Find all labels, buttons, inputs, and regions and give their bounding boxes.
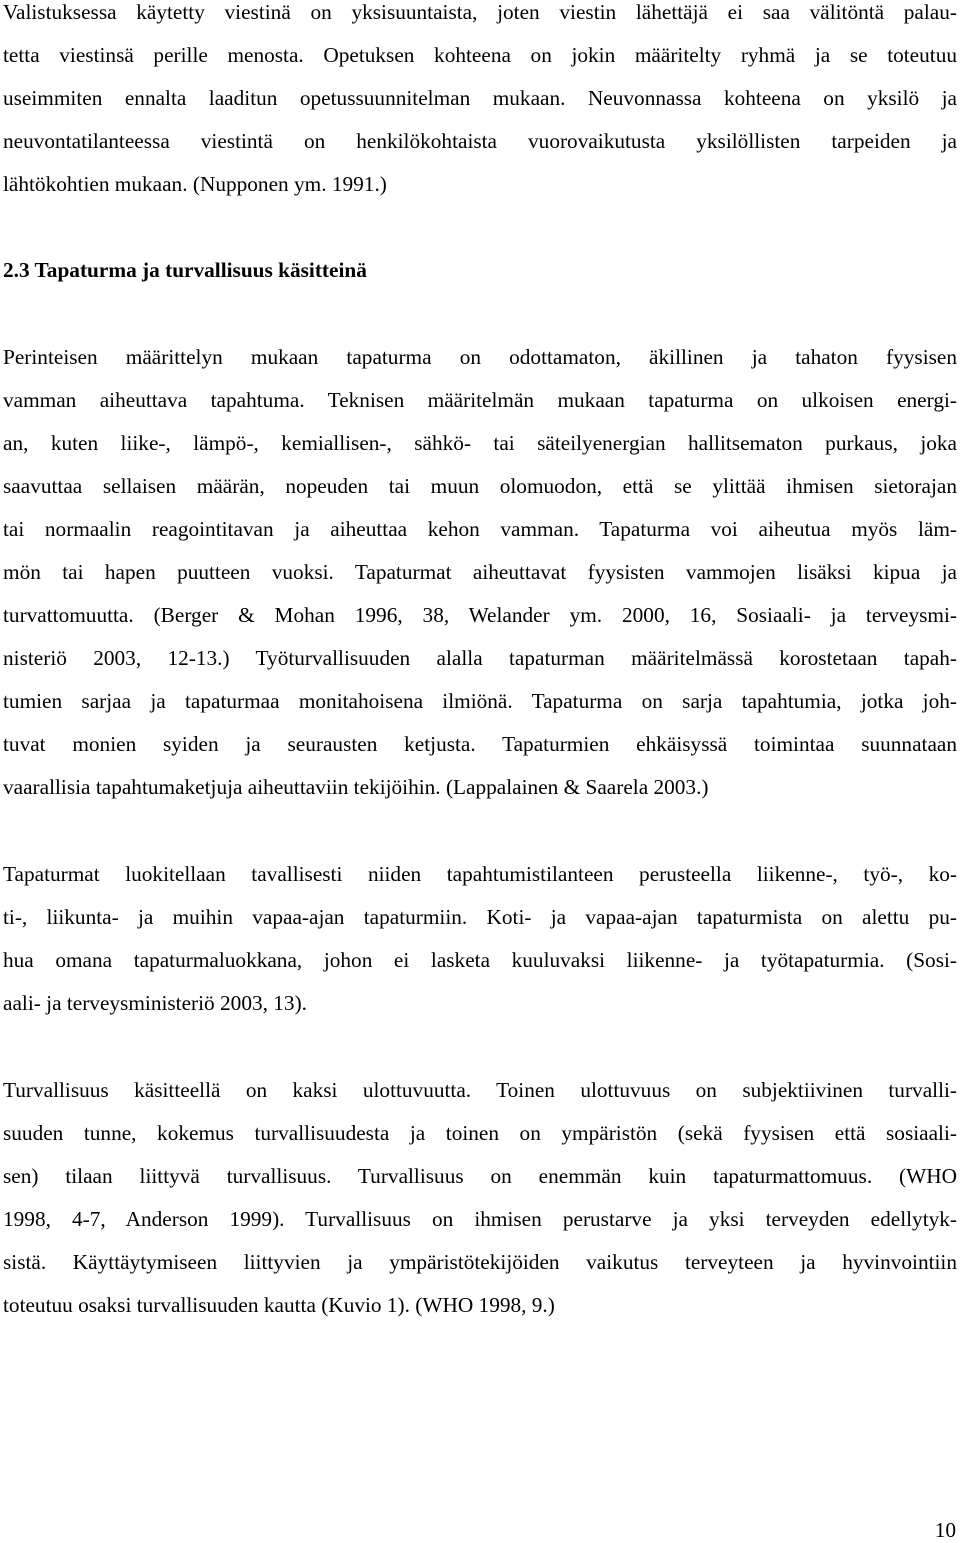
text-line: sistä. Käyttäytymiseen liittyvien ja ympäristötekijöiden vaikutus terveyteen ja hyvinvointiin xyxy=(3,1250,957,1274)
text-line: ti-, liikunta- ja muihin vapaa-ajan tapaturmiin. Koti- ja vapaa-ajan tapaturmista on alettu pu- xyxy=(3,905,957,929)
text-line: neuvontatilanteessa viestintä on henkilökohtaista vuorovaikutusta yksilöllisten tarpeiden ja xyxy=(3,129,957,153)
text-line: sen) tilaan liittyvä turvallisuus. Turvallisuus on enemmän kuin tapaturmattomuus. (WHO xyxy=(3,1164,957,1188)
text-line: mön tai hapen puutteen vuoksi. Tapaturmat aiheuttavat fyysisten vammojen lisäksi kipua ja xyxy=(3,560,957,584)
text-line: tuvat monien syiden ja seurausten ketjusta. Tapaturmien ehkäisyssä toimintaa suunnataan xyxy=(3,732,957,756)
text-line: tetta viestinsä perille menosta. Opetuksen kohteena on jokin määritelty ryhmä ja se toteutuu xyxy=(3,43,957,67)
text-line: an, kuten liike-, lämpö-, kemiallisen-, sähkö- tai säteilyenergian hallitsematon purkaus, joka xyxy=(3,431,957,455)
text-line: suuden tunne, kokemus turvallisuudesta ja toinen on ympäristön (sekä fyysisen että sosiaali- xyxy=(3,1121,957,1145)
text-line: 1998, 4-7, Anderson 1999). Turvallisuus on ihmisen perustarve ja yksi terveyden edellytyk- xyxy=(3,1207,957,1231)
text-line: nisteriö 2003, 12-13.) Työturvallisuuden alalla tapaturman määritelmässä korostetaan tapah- xyxy=(3,646,957,670)
text-line: useimmiten ennalta laaditun opetussuunnitelman mukaan. Neuvonnassa kohteena on yksilö ja xyxy=(3,86,957,110)
text-line: aali- ja terveysministeriö 2003, 13). xyxy=(3,991,307,1015)
page-number: 10 xyxy=(934,1518,956,1542)
text-line: hua omana tapaturmaluokkana, johon ei lasketa kuuluvaksi liikenne- ja työtapaturmia. (Sosi- xyxy=(3,948,957,972)
text-line: toteutuu osaksi turvallisuuden kautta (Kuvio 1). (WHO 1998, 9.) xyxy=(3,1293,555,1317)
text-line: tai normaalin reagointitavan ja aiheuttaa kehon vamman. Tapaturma voi aiheutua myös läm- xyxy=(3,517,957,541)
text-line: Valistuksessa käytetty viestinä on yksisuuntaista, joten viestin lähettäjä ei saa välitöntä palau- xyxy=(3,0,957,24)
text-line: turvattomuutta. (Berger & Mohan 1996, 38, Welander ym. 2000, 16, Sosiaali- ja terveysmi- xyxy=(3,603,957,627)
text-line: Perinteisen määrittelyn mukaan tapaturma on odottamaton, äkillinen ja tahaton fyysisen xyxy=(3,345,957,369)
text-line: tumien sarjaa ja tapaturmaa monitahoisena ilmiönä. Tapaturma on sarja tapahtumia, jotka joh- xyxy=(3,689,957,713)
text-line: Tapaturmat luokitellaan tavallisesti niiden tapahtumistilanteen perusteella liikenne-, työ-, ko- xyxy=(3,862,957,886)
section-heading: 2.3 Tapaturma ja turvallisuus käsitteinä xyxy=(3,258,367,282)
text-line: vaarallisia tapahtumaketjuja aiheuttaviin tekijöihin. (Lappalainen & Saarela 2003.) xyxy=(3,775,709,799)
text-line: vamman aiheuttava tapahtuma. Teknisen määritelmän mukaan tapaturma on ulkoisen energi- xyxy=(3,388,957,412)
text-line: lähtökohtien mukaan. (Nupponen ym. 1991.) xyxy=(3,172,387,196)
text-line: Turvallisuus käsitteellä on kaksi ulottuvuutta. Toinen ulottuvuus on subjektiivinen turvalli- xyxy=(3,1078,957,1102)
text-line: saavuttaa sellaisen määrän, nopeuden tai muun olomuodon, että se ylittää ihmisen sietorajan xyxy=(3,474,957,498)
